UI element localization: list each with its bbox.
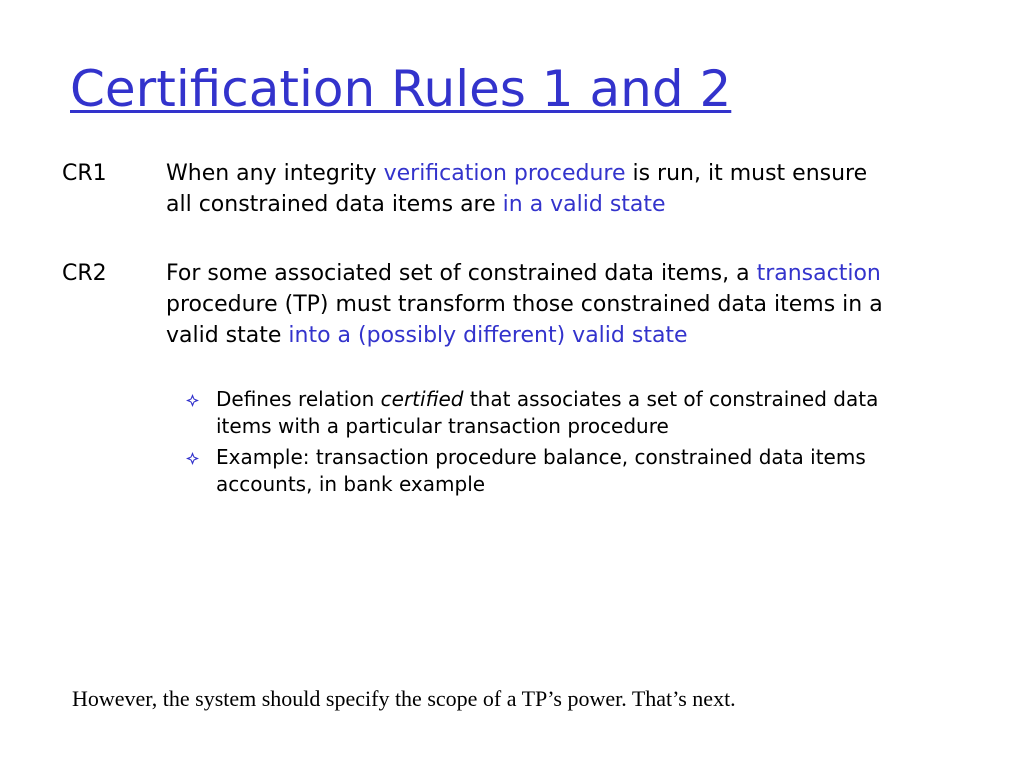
rule-text-segment: is run, it must ensure all constrained data items are bbox=[166, 161, 868, 217]
sub-bullet-item bbox=[0, 444, 866, 498]
sub-bullet-text bbox=[216, 386, 916, 440]
rule-text-highlight: into a (possibly different) valid state bbox=[288, 323, 688, 348]
sub-bullet-list bbox=[0, 386, 879, 502]
sub-bullet-text: Example: transaction procedure balance, constrained data items accounts, in bank example bbox=[216, 445, 866, 496]
rule-text-segment: For some associated set of constrained data items, a bbox=[166, 261, 757, 286]
sub-bullet-item bbox=[0, 386, 879, 440]
sub-bullet-text-segment: Defines relation bbox=[216, 387, 381, 411]
sub-bullet-emphasis: certified bbox=[380, 387, 464, 411]
rule-text-segment: When any integrity bbox=[166, 161, 384, 186]
rule-text-highlight: transaction bbox=[756, 261, 881, 286]
rule-text-segment: procedure (TP) must transform those constrained data items in a valid state bbox=[166, 292, 883, 348]
rule-label: CR1 bbox=[62, 161, 107, 186]
rule-text bbox=[166, 158, 896, 220]
rule-text-highlight: in a valid state bbox=[502, 192, 666, 217]
slide-title: Certification Rules 1 and 2 bbox=[70, 60, 732, 118]
sub-bullet-text-segment: that associates a set of constrained data items with a particular transaction procedure bbox=[216, 387, 879, 438]
footer-note: However, the system should specify the scope of a TP’s power. That’s next. bbox=[72, 686, 736, 711]
diamond-bullet-icon bbox=[186, 394, 199, 407]
rule-text bbox=[166, 258, 896, 351]
rule-label: CR2 bbox=[62, 261, 107, 286]
rule-text-highlight: verification procedure bbox=[383, 161, 626, 186]
diamond-bullet-icon bbox=[186, 452, 199, 465]
